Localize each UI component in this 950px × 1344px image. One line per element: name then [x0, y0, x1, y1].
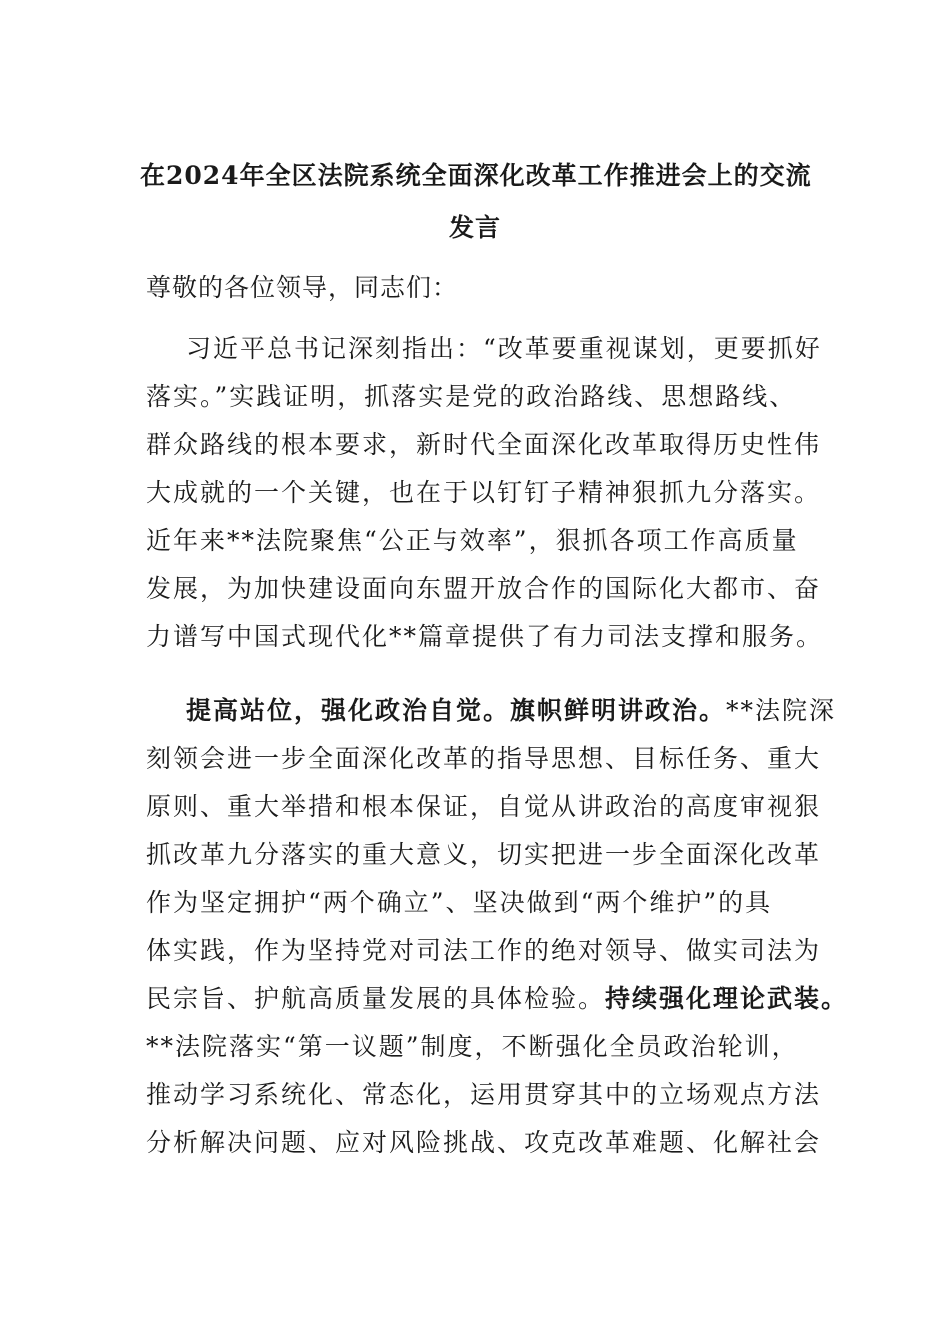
paragraph-section-1 [146, 687, 849, 1167]
paragraph-line: 落实。”实践证明，抓落实是党的政治路线、思想路线、 [146, 382, 797, 411]
paragraph-line: 刻领会进一步全面深化改革的指导思想、目标任务、重大 [146, 744, 822, 773]
paragraph-line: 原则、重大举措和根本保证，自觉从讲政治的高度审视狠 [146, 792, 822, 821]
paragraph-line: 群众路线的根本要求，新时代全面深化改革取得历史性伟 [146, 430, 822, 459]
paragraph-line: 力谱写中国式现代化**篇章提供了有力司法支撑和服务。 [146, 622, 824, 651]
paragraph-line: 大成就的一个关键，也在于以钉钉子精神狠抓九分落实。 [146, 478, 822, 507]
paragraph-line: 发展，为加快建设面向东盟开放合作的国际化大都市、奋 [146, 574, 822, 603]
paragraph-line: 作为坚定拥护“两个确立”、坚决做到“两个维护”的具 [146, 888, 773, 917]
paragraph-line: 抓改革九分落实的重大意义，切实把进一步全面深化改革 [146, 840, 822, 869]
paragraph-line: 近年来**法院聚焦“公正与效率”，狠抓各项工作高质量 [146, 526, 799, 555]
section-heading: 提高站位，强化政治自觉。旗帜鲜明讲政治。 [186, 696, 727, 725]
paragraph-line: **法院落实“第一议题”制度，不断强化全员政治轮训， [146, 1032, 799, 1061]
paragraph-text: **法院深 [726, 696, 837, 725]
paragraph-line: 体实践，作为坚持党对司法工作的绝对领导、做实司法为 [146, 936, 822, 965]
paragraph-line: 习近平总书记深刻指出：“改革要重视谋划，更要抓好 [186, 334, 822, 363]
paragraph-line: 推动学习系统化、常态化，运用贯穿其中的立场观点方法 [146, 1080, 822, 1109]
document-title [140, 150, 810, 254]
paragraph-text: 民宗旨、护航高质量发展的具体检验。 [146, 984, 606, 1013]
title-line-1: 在2024年全区法院系统全面深化改革工作推进会上的交流 [140, 161, 812, 190]
paragraph-line [146, 687, 837, 735]
paragraph-intro [146, 325, 826, 661]
greeting: 尊敬的各位领导，同志们： [146, 273, 459, 302]
paragraph-line [146, 975, 849, 1023]
title-line-2: 发言 [448, 213, 501, 242]
section-subheading: 持续强化理论武装。 [605, 984, 849, 1013]
paragraph-line: 分析解决问题、应对风险挑战、攻克改革难题、化解社会 [146, 1128, 822, 1157]
